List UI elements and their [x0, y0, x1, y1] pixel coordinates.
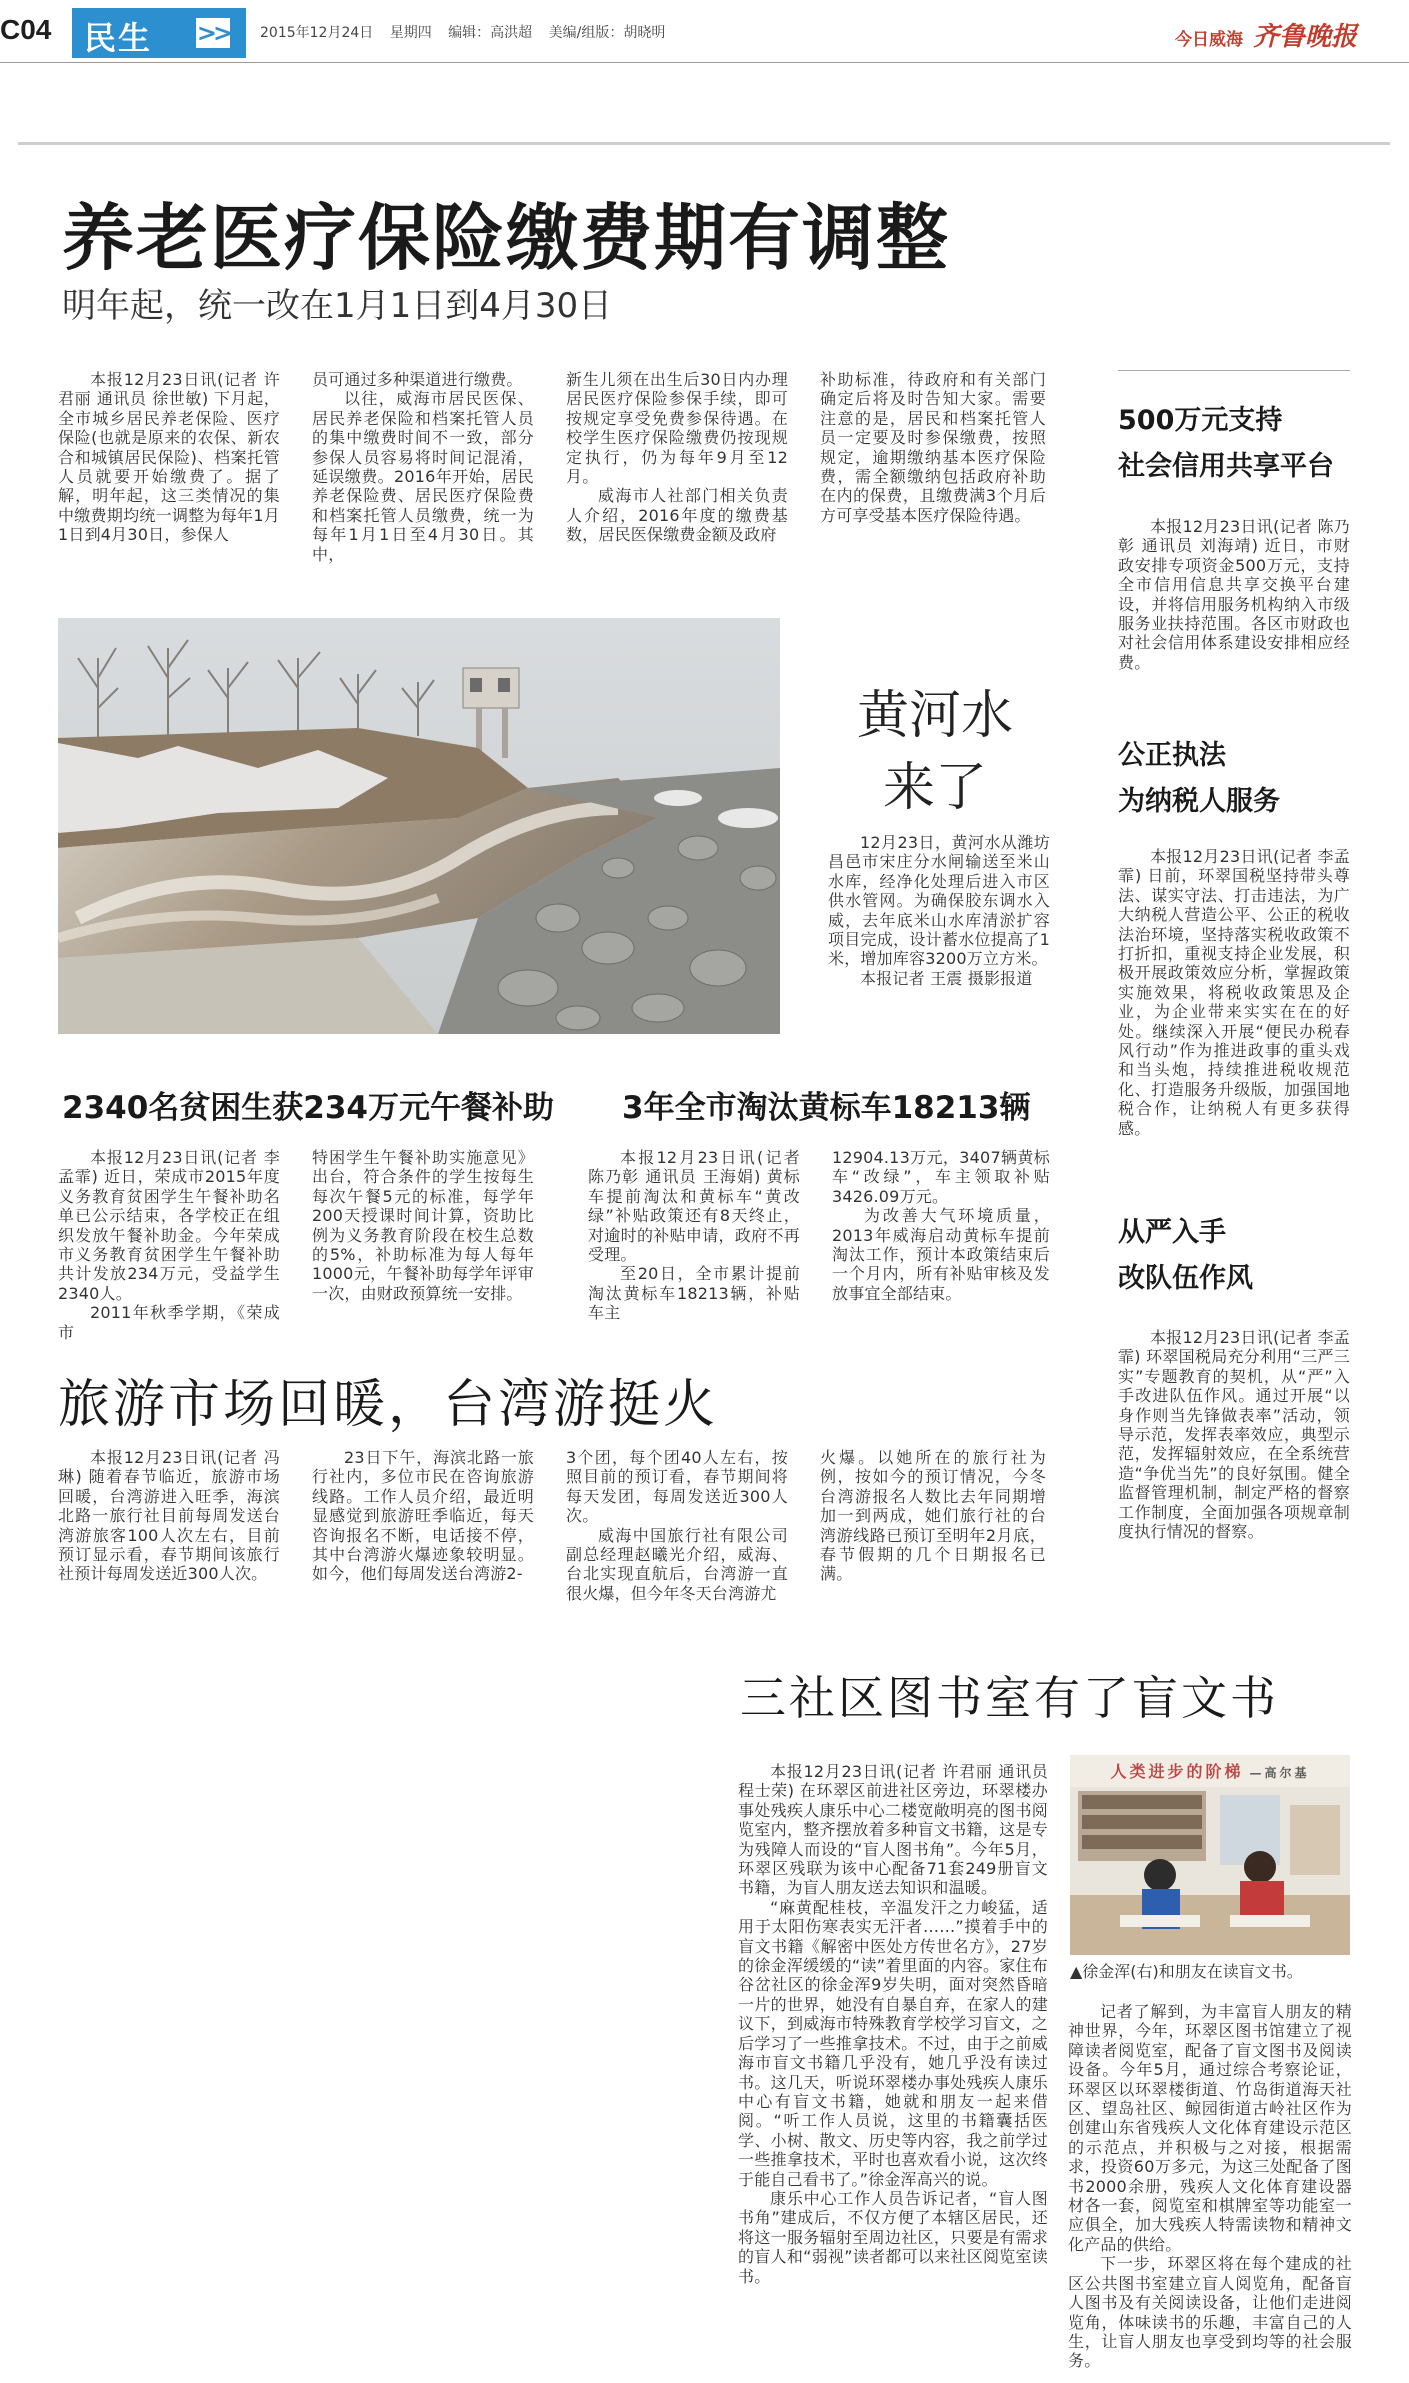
library-col-2: [1068, 2002, 1352, 2371]
travel-col-1: [58, 1448, 280, 1584]
paragraph: 威海中国旅行社有限公司副总经理赵曦光介绍，威海、台北实现直航后，台湾游一直很火爆，但今年冬天台湾游尤: [566, 1525, 788, 1603]
yellow-river-title: [840, 680, 1030, 824]
chevron-right-icon: [196, 18, 230, 48]
title-line: 黄河水: [856, 686, 1013, 746]
lead-subheadline: 明年起，统一改在1月1日到4月30日: [62, 286, 613, 326]
editor-credit: 编辑：高洪超: [448, 25, 533, 41]
lunch-col-2: [312, 1148, 534, 1303]
issue-date: 2015年12月24日: [260, 25, 374, 41]
lead-col-4: [820, 370, 1046, 525]
photo-credit: 本报记者 王震 摄影报道: [860, 968, 1033, 988]
paragraph: 补助标准，待政府和有关部门确定后将及时告知大家。需要注意的是，居民和档案托管人员一定要及时参保缴费，按照规定，逾期缴纳基本医疗保险费，需全额缴纳包括政府补助在内的保费，且缴费满3个月后方可享受基本医疗保险待遇。: [820, 370, 1046, 525]
paragraph: 记者了解到，为丰富盲人朋友的精神世界，今年，环翠区图书馆建立了视障读者阅览室，配备了盲文图书及阅读设备。今年5月，通过综合考察论证，环翠区以环翠楼街道、竹岛街道海天社区、望岛社区、鲸园街道古岭社区作为创建山东省残疾人文化体育建设示范区的示范点，并积极与之对接，根据需求，投资60万多元，为这三处配备了图书2000余册，残疾人文化体育建设器材各一套，阅览室和棋牌室等功能室一应俱全，加大残疾人特需读物和精神文化产品的供给。: [1068, 2002, 1352, 2254]
travel-col-3: [566, 1448, 788, 1603]
paragraph: 本报12月23日讯(记者 许君丽 通讯员 程士荣) 在环翠区前进社区旁边，环翠楼办事处残疾人康乐中心二楼宽敞明亮的图书阅览室内，整齐摆放着多种盲文书籍，这是专为残障人而设的“盲人图书角”。今年5月，环翠区残联为该中心配备71套249册盲文书籍，为盲人朋友送去知识和温暖。: [738, 1762, 1048, 1898]
title-line: 从严入手: [1118, 1217, 1226, 1248]
vehicle-col-1: [588, 1148, 800, 1323]
paragraph: 火爆。以她所在的旅行社为例，按如今的预订情况，今冬台湾游报名人数比去年同期增加一到两成，她们旅行社的台湾游线路已预订至明年2月底，春节假期的几个日期报名已满。: [820, 1448, 1046, 1584]
title-line: 来了: [882, 758, 987, 818]
travel-headline: 旅游市场回暖，台湾游挺火: [58, 1375, 719, 1435]
paragraph: 2011年秋季学期，《荣成市: [58, 1303, 280, 1342]
page-number: C04: [0, 14, 52, 45]
paragraph: 本报12月23日讯(记者 李孟霏) 日前，环翠国税坚持带头尊法、谋实守法、打击违法，为广大纳税人营造公平、公正的税收法治环境，坚持落实税收政策不打折扣，重视支持企业发展，积极开展政策效应分析，掌握政策实施效果，将税收政策思及企业，为企业带来实实在在的好处。继续深入开展“便民办税春风行动”作为推进政事的重头戏和当头炮，持续推进税收规范化、打造服务升级版，加强国地税合作，让纳税人有更多获得感。: [1118, 847, 1350, 1138]
title-line: 公正执法: [1118, 740, 1226, 771]
paragraph: 本报12月23日讯(记者 李孟霏) 近日，荣成市2015年度义务教育贫困学生午餐补助名单已公示结束，各学校正在组织发放午餐补助金。今年荣成市义务教育贫困学生午餐补助共计发放234万元，受益学生2340人。: [58, 1148, 280, 1303]
yellow-river-caption: [828, 833, 1050, 988]
title-line: 为纳税人服务: [1118, 786, 1280, 817]
library-photo-caption: ▲徐金浑(右)和朋友在读盲文书。: [1070, 1962, 1303, 1981]
travel-col-4: [820, 1448, 1046, 1584]
paragraph: 威海市人社部门相关负责人介绍，2016年度的缴费基数，居民医保缴费金额及政府: [566, 486, 788, 545]
paragraph: 新生儿须在出生后30日内办理居民医疗保险参保手续，即可按规定享受免费参保待遇。在校学生医疗保险缴费仍按现规定执行，仍为每年9月至12月。: [566, 370, 788, 487]
paragraph: 至20日，全市累计提前淘汰黄标车18213辆，补贴车主: [588, 1264, 800, 1323]
sidebar-divider: [1118, 370, 1350, 371]
paragraph: 员可通过多种渠道进行缴费。: [312, 370, 523, 389]
header-meta: [260, 22, 677, 42]
paragraph: 本报12月23日讯(记者 陈乃彰 通讯员 王海娟) 黄标车提前淘汰和黄标车“黄改绿”补贴政策还有8天终止，对逾时的补贴申请，政府不再受理。: [588, 1148, 800, 1265]
paragraph: 3个团，每个团40人左右，按照目前的预订看，春节期间将每天发团，每周发送近300人次。: [566, 1448, 788, 1526]
paragraph: 本报12月23日讯(记者 冯琳) 随着春节临近，旅游市场回暖，台湾游进入旺季，海滨北路一旅行社目前每周发送台湾游旅客100人次左右，目前预订显示看，春节期间该旅行社预计每周发送近300人次。: [58, 1448, 280, 1584]
yellow-river-photo: [58, 618, 780, 1034]
lunch-headline: 2340名贫困生获234万元午餐补助: [62, 1090, 554, 1126]
side2-title: [1118, 733, 1280, 825]
paragraph: 12904.13万元，3407辆黄标车“改绿”，车主领取补贴3426.09万元。: [832, 1148, 1050, 1206]
paragraph: 为改善大气环境质量，2013年威海启动黄标车提前淘汰工作，预计本政策结束后一个月内，所有补贴审核及发放事宜全部结束。: [832, 1206, 1050, 1303]
masthead-logo: 齐鲁晚报: [1253, 22, 1358, 52]
vehicle-headline: 3年全市淘汰黄标车18213辆: [622, 1090, 1031, 1126]
paragraph: 康乐中心工作人员告诉记者，“盲人图书角”建成后，不仅方便了本辖区居民，还将这一服务辐射至周边社区，只要是有需求的盲人和“弱视”读者都可以来社区阅览室读书。: [738, 2188, 1048, 2286]
top-divider: [18, 142, 1390, 145]
side1-title: [1118, 398, 1334, 490]
lead-headline: 养老医疗保险缴费期有调整: [62, 196, 951, 280]
paragraph: 本报12月23日讯(记者 李孟霏) 环翠国税局充分利用“三严三实”专题教育的契机，从“严”入手改进队伍作风。通过开展“以身作则当先锋做表率”活动，领导示范，发挥表率效应，典型示范，发挥辐射效应，在全系统营造“争优当先”的良好氛围。健全监督管理机制，制定严格的督察工作制度，全面加强各项规章制度执行情况的督察。: [1118, 1328, 1350, 1542]
edition-name: 今日威海: [1175, 30, 1243, 50]
header-divider: [0, 62, 1409, 63]
title-line: 改队伍作风: [1118, 1263, 1253, 1294]
lead-col-2: [312, 370, 534, 564]
side1-body: [1118, 517, 1350, 672]
paragraph: 12月23日，黄河水从潍坊昌邑市宋庄分水闸输送至米山水库，经净化处理后进入市区供水管网。为确保胶东调水入威，去年底米山水库清淤扩容项目完成，设计蓄水位提高了1米，增加库容3200万立方米。: [828, 833, 1050, 969]
masthead: [1175, 16, 1357, 53]
paragraph: 本报12月23日讯(记者 许君丽 通讯员 徐世敏) 下月起，全市城乡居民养老保险、医疗保险(也就是原来的农保、新农合和城镇居民保险)、档案托管人员就要开始缴费了。据了解，明年起，这三类情况的集中缴费期均统一调整为每年1月1日到4月30日，参保人: [58, 370, 280, 545]
section-name: 民生: [84, 19, 153, 57]
paragraph: 23日下午，海滨北路一旅行社内，多位市民在咨询旅游线路。工作人员介绍，最近明显感觉到旅游旺季临近，每天咨询报名不断，电话接不停，其中台湾游火爆迹象较明显。如今，他们每周发送台湾游2-: [312, 1448, 534, 1584]
photo-banner-text: 人类进步的阶梯: [1110, 1762, 1244, 1781]
chevron-glyph: >>: [196, 19, 230, 47]
library-photo: [1070, 1755, 1350, 1955]
paragraph: 本报12月23日讯(记者 陈乃彰 通讯员 刘海靖) 近日，市财政安排专项资金500万元，支持全市信用信息共享交换平台建设，并将信用服务机构纳入市级服务业扶持范围。各区市财政也对社会信用体系建设安排相应经费。: [1118, 517, 1350, 672]
paragraph: 以往，威海市居民医保、居民养老保险和档案托管人员的集中缴费时间不一致，部分参保人员容易将时间记混淆，延误缴费。2016年开始，居民养老保险费、居民医疗保险费和档案托管人员缴费，统一为每年1月1日至4月30日。其中，: [312, 389, 534, 564]
designer-credit: 美编/组版：胡晓明: [548, 25, 666, 41]
library-col-1: [738, 1762, 1048, 2286]
vehicle-col-2: [832, 1148, 1050, 1303]
library-headline: 三社区图书室有了盲文书: [740, 1671, 1279, 1725]
side3-body: [1118, 1328, 1350, 1541]
paragraph: 特困学生午餐补助实施意见》出台，符合条件的学生按每生每次午餐5元的标准，每学年200天授课时间计算，资助比例为义务教育阶段在校生总数的5%，补助标准为每人每年1000元，午餐补助每学年评审一次，由财政预算统一安排。: [312, 1148, 534, 1303]
paragraph: “麻黄配桂枝，辛温发汗之力峻猛，适用于太阳伤寒表实无汗者……”摸着手中的盲文书籍《解密中医处方传世名方》，27岁的徐金浑缓缓的“读”着里面的内容。家住布谷岔社区的徐金浑9岁失明，面对突然昏暗一片的世界，她没有自暴自弃，在家人的建议下，到威海市特殊教育学校学习盲文，之后学习了一些推拿技术。不过，由于之前威海市盲文书籍几乎没有，她几乎没有读过书。这几天，听说环翠楼办事处残疾人康乐中心有盲文书籍，她就和朋友一起来借阅。“听工作人员说，这里的书籍囊括医学、小树、散文、历史等内容，我之前学过一些推拿技术，平时也喜欢看小说，这次终于能自己看书了。”徐金浑高兴的说。: [738, 1897, 1048, 2189]
title-line: 社会信用共享平台: [1118, 451, 1334, 482]
title-line: 500万元支持: [1118, 405, 1283, 436]
side2-body: [1118, 847, 1350, 1138]
paragraph: 下一步，环翠区将在每个建成的社区公共图书室建立盲人阅览角，配备盲人图书及有关阅读设备，让他们走进阅览角，体味读书的乐趣，丰富自己的人生，让盲人朋友也享受到均等的社会服务。: [1068, 2254, 1352, 2371]
side3-title: [1118, 1210, 1253, 1302]
lead-col-3: [566, 370, 788, 545]
travel-col-2: [312, 1448, 534, 1584]
photo-banner-author: —高尔基: [1249, 1766, 1310, 1780]
lunch-col-1: [58, 1148, 280, 1342]
issue-weekday: 星期四: [389, 25, 432, 41]
lead-col-1: [58, 370, 280, 545]
